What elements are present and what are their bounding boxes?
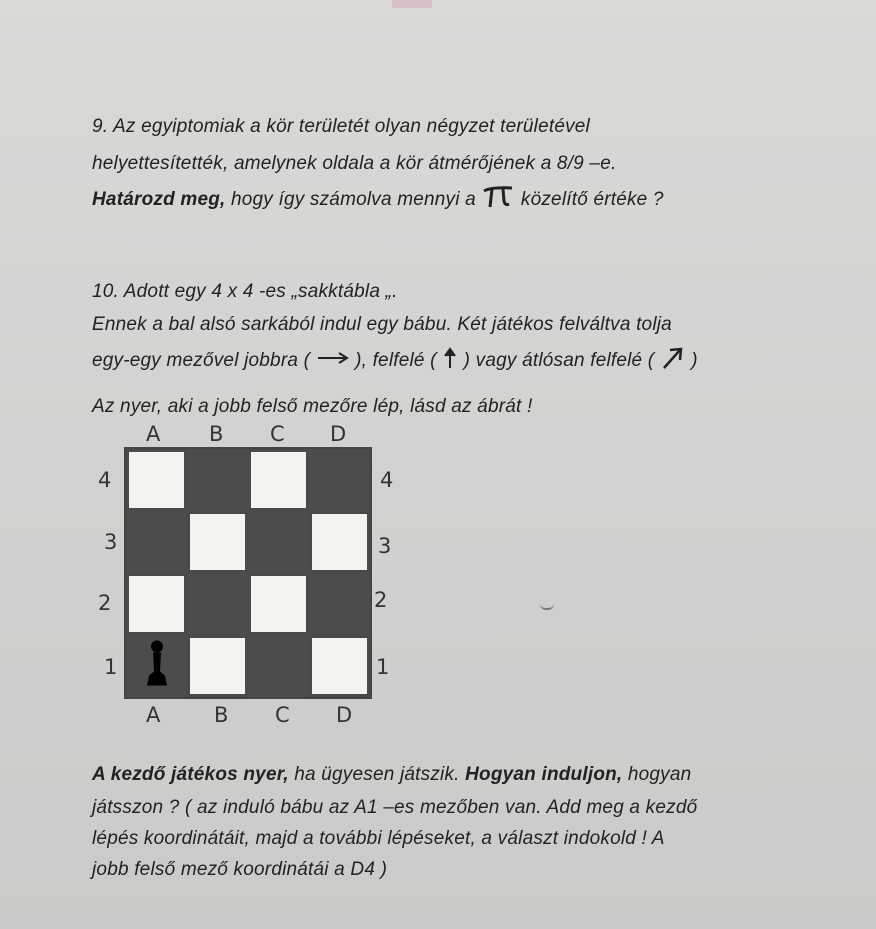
row-label-left-1: 1 bbox=[104, 655, 118, 679]
col-label-top-d: D bbox=[330, 422, 347, 446]
row-label-left-4: 4 bbox=[98, 468, 112, 492]
square-c4 bbox=[248, 449, 309, 511]
problem10-text-b: ), felfelé ( bbox=[349, 350, 443, 372]
question-line2: játsszon ? ( az induló bábu az A1 –es mezőben van. Add meg a kezdő bbox=[92, 797, 698, 818]
square-d2 bbox=[309, 573, 370, 635]
square-a4 bbox=[126, 449, 187, 511]
col-label-bottom-b: B bbox=[214, 703, 229, 727]
row-label-left-3: 3 bbox=[104, 530, 118, 554]
square-d4 bbox=[309, 449, 370, 511]
square-d1 bbox=[309, 635, 370, 697]
pi-symbol-icon bbox=[481, 185, 515, 215]
problem9-text-b: közelítő értéke ? bbox=[515, 189, 664, 211]
arrow-diagonal-up-right-icon bbox=[660, 346, 686, 376]
col-label-top-b: B bbox=[209, 422, 224, 446]
square-b3 bbox=[187, 511, 248, 573]
arrow-right-icon bbox=[316, 350, 350, 372]
row-label-right-3: 3 bbox=[378, 534, 392, 558]
question-line3: lépés koordinátáit, majd a további lépéseket, a választ indokold ! A bbox=[92, 828, 665, 849]
problem10-line1: 10. Adott egy 4 x 4 -es „sakktábla „. bbox=[92, 281, 398, 302]
square-b2 bbox=[187, 573, 248, 635]
square-d3 bbox=[309, 511, 370, 573]
pencil-mark bbox=[540, 604, 554, 610]
square-a1 bbox=[126, 635, 187, 697]
row-label-left-2: 2 bbox=[98, 591, 112, 615]
problem10-line3 bbox=[92, 346, 698, 376]
problem9-line2: helyettesítették, amelynek oldala a kör átmérőjének a 8/9 –e. bbox=[92, 153, 617, 174]
row-label-right-1: 1 bbox=[376, 655, 390, 679]
pawn-icon bbox=[144, 640, 170, 693]
paper-smudge bbox=[392, 0, 432, 8]
problem9-line3 bbox=[92, 185, 664, 215]
col-label-top-c: C bbox=[270, 422, 285, 446]
square-c3 bbox=[248, 511, 309, 573]
row-label-right-4: 4 bbox=[380, 468, 394, 492]
question-line4: jobb felső mező koordinátái a D4 ) bbox=[92, 859, 388, 880]
question-text-b: hogyan bbox=[622, 764, 692, 785]
arrow-up-icon bbox=[442, 347, 458, 375]
problem10-text-c: ) vagy átlósan felfelé ( bbox=[458, 350, 660, 372]
col-label-bottom-d: D bbox=[336, 703, 353, 727]
square-a2 bbox=[126, 573, 187, 635]
col-label-top-a: A bbox=[146, 422, 161, 446]
col-label-bottom-c: C bbox=[275, 703, 290, 727]
problem9-text-a: hogy így számolva mennyi a bbox=[225, 189, 482, 211]
chess-board bbox=[124, 447, 372, 699]
question-bold-2: Hogyan induljon, bbox=[465, 764, 623, 785]
problem10-line4: Az nyer, aki a jobb felső mezőre lép, lásd az ábrát ! bbox=[92, 396, 533, 417]
square-c2 bbox=[248, 573, 309, 635]
problem9-line1: 9. Az egyiptomiak a kör területét olyan négyzet területével bbox=[92, 116, 590, 137]
question-bold-1: A kezdő játékos nyer, bbox=[92, 764, 289, 785]
row-label-right-2: 2 bbox=[374, 588, 388, 612]
square-b4 bbox=[187, 449, 248, 511]
problem10-text-d: ) bbox=[685, 350, 698, 372]
question-text-a: ha ügyesen játszik. bbox=[288, 764, 466, 785]
problem9-bold-text: Határozd meg, bbox=[92, 189, 226, 211]
problem10-text-a: egy-egy mezővel jobbra ( bbox=[92, 350, 316, 372]
square-c1 bbox=[248, 635, 309, 697]
square-b1 bbox=[187, 635, 248, 697]
square-a3 bbox=[126, 511, 187, 573]
col-label-bottom-a: A bbox=[146, 703, 161, 727]
question-line1 bbox=[92, 764, 691, 786]
problem10-line2: Ennek a bal alsó sarkából indul egy bábu. Két játékos felváltva tolja bbox=[92, 314, 672, 335]
